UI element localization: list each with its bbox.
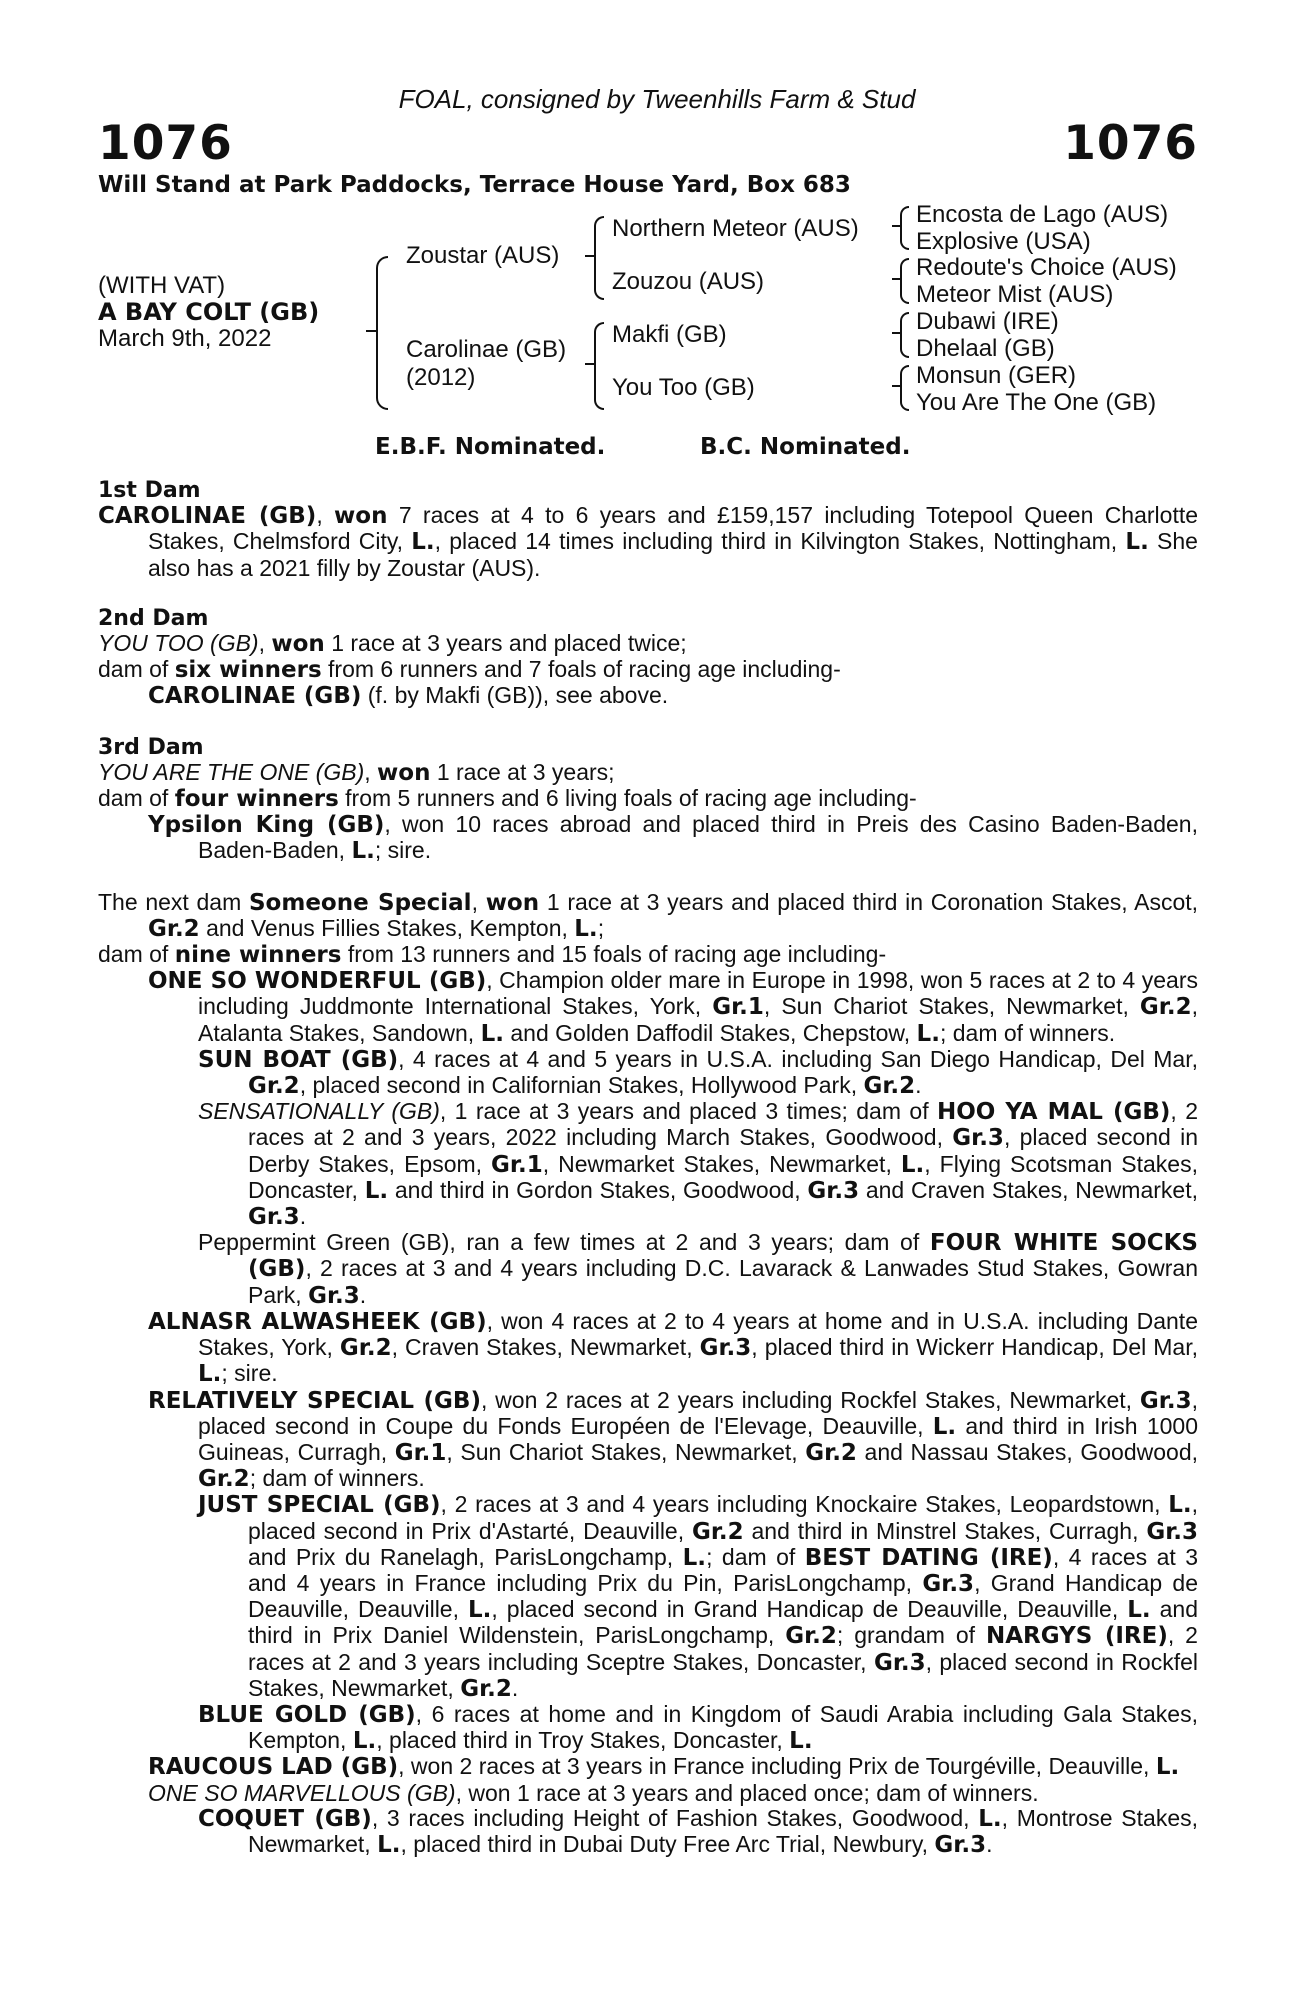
sire-dam: Zouzou (AUS) xyxy=(612,268,765,295)
pedigree-brace-sire-point xyxy=(585,255,595,257)
next-dam-produce: dam of nine winners from 13 runners and 15 foals of racing age including- xyxy=(98,941,887,969)
offspring-relatively-special: RELATIVELY SPECIAL (GB), won 2 races at 2 years including Rockfel Stakes, Newmarket, Gr.3, placed second in Coupe du Fonds Européen de l'Elevage, Deauville, L. and third in Irish 1000 Guineas, Curragh, Gr.1, Sun Chariot Stakes, Newmarket, Gr.2 and Nassau Stakes, Goodwood, Gr.2; dam of winners. xyxy=(148,1386,1199,1493)
offspring-sun-boat: SUN BOAT (GB), 4 races at 4 and 5 years in U.S.A. including San Diego Handicap, Del Mar, Gr.2, placed second in Californian Stakes, Hollywood Park, Gr.2. xyxy=(198,1045,1198,1100)
offspring-raucous-lad: RAUCOUS LAD (GB), won 2 races at 3 years in France including Prix de Tourgéville, Deauville, L. xyxy=(148,1753,1180,1781)
pedigree-brace-main xyxy=(376,256,388,410)
dam-year: (2012) xyxy=(406,364,476,391)
consignor-line: FOAL, consigned by Tweenhills Farm & Stud xyxy=(398,84,916,114)
pedigree-brace-dam-point xyxy=(585,363,595,365)
pedigree-brace-sire xyxy=(594,216,604,300)
ancestor-dsd: Dhelaal (GB) xyxy=(916,335,1055,362)
offspring-one-so-wonderful: ONE SO WONDERFUL (GB), Champion older mare in Europe in 1998, won 5 races at 2 to 4 years including Juddmonte International Stakes, York, Gr.1, Sun Chariot Stakes, Newmarket, Gr.2, Atalanta Stakes, Sandown, L. and Golden Daffodil Stakes, Chepstow, L.; dam of winners. xyxy=(148,967,1198,1047)
second-dam-produce: dam of six winners from 6 runners and 7 foals of racing age including- xyxy=(98,656,841,684)
offspring-sensationally: SENSATIONALLY (GB), 1 race at 3 years and placed 3 times; dam of HOO YA MAL (GB), 2 races at 2 and 3 years, 2022 including March Stakes, Goodwood, Gr.3, placed second in Derby Stakes, Epsom, Gr.1, Newmarket Stakes, Newmarket, L., Flying Scotsman Stakes, Doncaster, L. and third in Gordon Stakes, Goodwood, Gr.3 and Craven Stakes, Newmarket, Gr.3. xyxy=(198,1098,1198,1231)
dam-line-text xyxy=(98,478,1198,1858)
pedigree-brace-ss-point xyxy=(892,225,901,227)
sire-name: Zoustar (AUS) xyxy=(406,242,560,269)
first-dam-heading: 1st Dam xyxy=(98,478,201,503)
stand-location: Will Stand at Park Paddocks, Terrace House Yard, Box 683 xyxy=(98,172,851,198)
ancestor-ddd: You Are The One (GB) xyxy=(916,389,1157,416)
foaling-date: March 9th, 2022 xyxy=(98,325,272,352)
dam-sire: Makfi (GB) xyxy=(612,321,727,348)
vat-label: (WITH VAT) xyxy=(98,272,226,299)
ancestor-ssd: Explosive (USA) xyxy=(916,228,1091,255)
second-dam-entry: YOU TOO (GB), won 1 race at 3 years and placed twice; xyxy=(98,630,687,658)
pedigree-brace-ds xyxy=(900,312,909,358)
offspring-coquet: COQUET (GB), 3 races including Height of Fashion Stakes, Goodwood, L., Montrose Stakes, Newmarket, L., placed third in Dubai Duty Free Arc Trial, Newbury, Gr.3. xyxy=(198,1804,1199,1858)
offspring-blue-gold: BLUE GOLD (GB), 6 races at home and in Kingdom of Saudi Arabia including Gala Stakes, Kempton, L., placed third in Troy Stakes, Doncaster, L. xyxy=(198,1700,1198,1755)
horse-name: A BAY COLT (GB) xyxy=(98,298,320,326)
first-dam-entry: CAROLINAE (GB), won 7 races at 4 to 6 years and £159,157 including Totepool Queen Charlotte Stakes, Chelmsford City, L., placed 14 times including third in Kilvington Stakes, Nottingham, L. She also has a 2021 filly by Zoustar (AUS). xyxy=(98,502,1199,581)
ebf-nomination: E.B.F. Nominated. xyxy=(375,434,606,460)
pedigree-brace-dam xyxy=(594,322,604,410)
sire-sire: Northern Meteor (AUS) xyxy=(612,215,859,242)
second-dam-heading: 2nd Dam xyxy=(98,605,209,631)
dam-name: Carolinae (GB) xyxy=(406,336,567,363)
third-dam-offspring: Ypsilon King (GB), won 10 races abroad and placed third in Preis des Casino Baden-Baden, Baden-Baden, L.; sire. xyxy=(148,811,1198,865)
pedigree-brace-ss xyxy=(900,206,909,250)
dam-dam: You Too (GB) xyxy=(612,374,755,401)
bc-nomination: B.C. Nominated. xyxy=(700,434,911,460)
ancestor-dss: Dubawi (IRE) xyxy=(916,308,1059,335)
offspring-alnasr-alwasheek: ALNASR ALWASHEEK (GB), won 4 races at 2 to 4 years at home and in U.S.A. including Dante Stakes, York, Gr.2, Craven Stakes, Newmarket, Gr.3, placed third in Wickerr Handicap, Del Mar, L.; sire. xyxy=(148,1307,1198,1388)
third-dam-produce: dam of four winners from 5 runners and 6 living foals of racing age including- xyxy=(98,785,917,813)
ancestor-sss: Encosta de Lago (AUS) xyxy=(916,201,1169,228)
third-dam-heading: 3rd Dam xyxy=(98,734,204,760)
pedigree-brace-sd xyxy=(900,258,909,304)
ancestor-sdd: Meteor Mist (AUS) xyxy=(916,281,1114,308)
pedigree-brace-dd xyxy=(900,365,909,411)
pedigree-brace-sd-point xyxy=(892,278,901,280)
lot-number-left: 1076 xyxy=(98,116,233,171)
second-dam-offspring: CAROLINAE (GB) (f. by Makfi (GB)), see above. xyxy=(148,682,669,710)
next-dam-entry: The next dam Someone Special, won 1 race at 3 years and placed third in Coronation Stakes, Ascot, Gr.2 and Venus Fillies Stakes, Kempton, L.; xyxy=(98,888,1199,942)
third-dam-entry: YOU ARE THE ONE (GB), won 1 race at 3 years; xyxy=(98,758,615,786)
offspring-one-so-marvellous: ONE SO MARVELLOUS (GB), won 1 race at 3 years and placed once; dam of winners. xyxy=(148,1779,1039,1806)
ancestor-dds: Monsun (GER) xyxy=(916,362,1077,389)
offspring-peppermint-green: Peppermint Green (GB), ran a few times at 2 and 3 years; dam of FOUR WHITE SOCKS (GB), 2 races at 3 and 4 years including D.C. Lavarack & Lanwades Stud Stakes, Gowran Park, Gr.3. xyxy=(198,1229,1198,1309)
lot-number-right: 1076 xyxy=(1063,116,1198,171)
pedigree-brace-ds-point xyxy=(892,332,901,334)
pedigree-brace-main-point xyxy=(366,330,376,332)
offspring-just-special: JUST SPECIAL (GB), 2 races at 3 and 4 years including Knockaire Stakes, Leopardstown, L., placed second in Prix d'Astarté, Deauville, Gr.2 and third in Minstrel Stakes, Curragh, Gr.3 and Prix du Ranelagh, ParisLongchamp, L.; dam of BEST DATING (IRE), 4 races at 3 and 4 years in France including Prix du Pin, ParisLongchamp, Gr.3, Grand Handicap de Deauville, Deauville, L., placed second in Grand Handicap de Deauville, Deauville, L. and third in Prix Daniel Wildenstein, ParisLongchamp, Gr.2; grandam of NARGYS (IRE), 2 races at 2 and 3 years including Sceptre Stakes, Doncaster, Gr.3, placed second in Rockfel Stakes, Newmarket, Gr.2. xyxy=(198,1491,1199,1702)
ancestor-sds: Redoute's Choice (AUS) xyxy=(916,254,1177,281)
pedigree-brace-dd-point xyxy=(892,385,901,387)
